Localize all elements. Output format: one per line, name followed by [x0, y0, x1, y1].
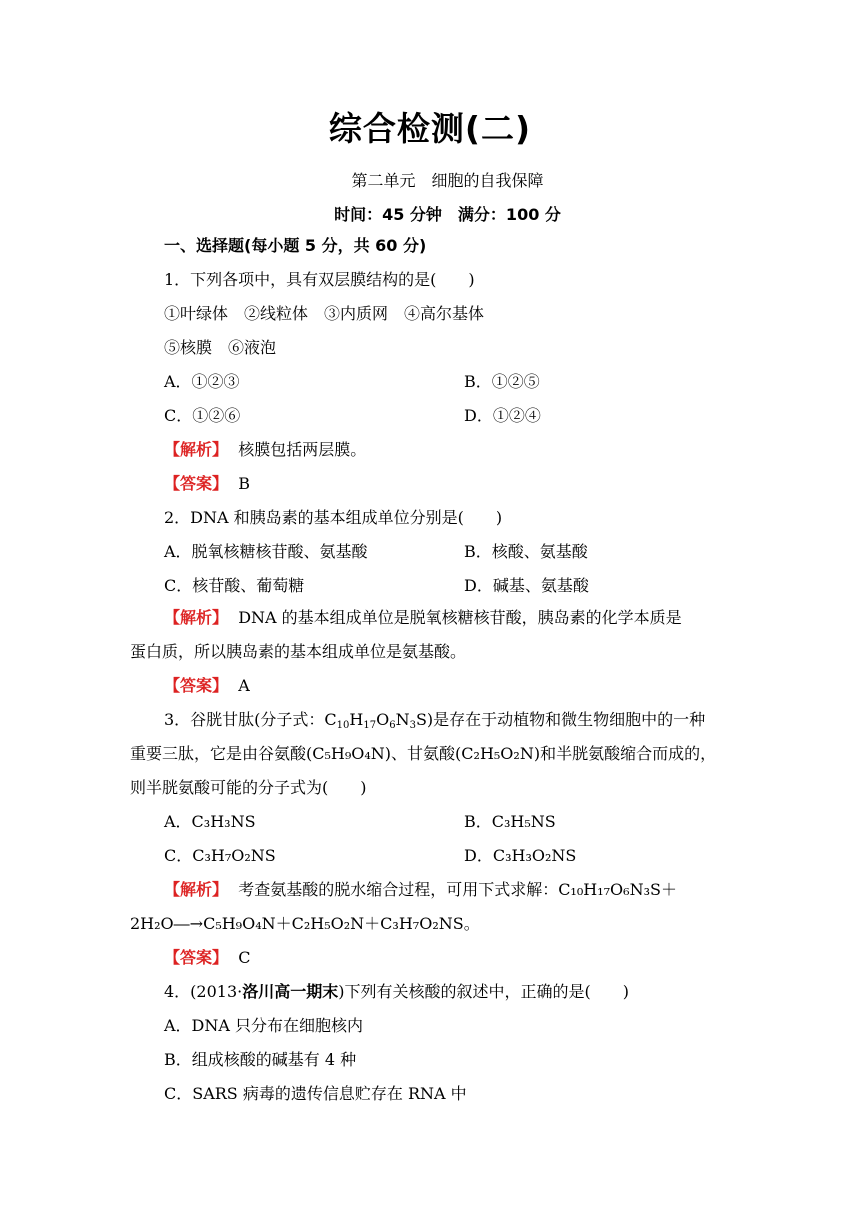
analysis-tag: 【解析】 [164, 608, 229, 627]
q2-analysis-line1 [164, 608, 728, 628]
q4-option-c: C．SARS 病毒的遗传信息贮存在 RNA 中 [164, 1084, 467, 1103]
q3-stem-text: 3．谷胱甘肽(分子式：C [164, 710, 337, 729]
q4-option-b: B．组成核酸的碱基有 4 种 [164, 1050, 357, 1069]
analysis-tag: 【解析】 [164, 880, 229, 899]
q2-option-c: C．核苷酸、葡萄糖 [164, 576, 305, 595]
section-heading: 一、选择题(每小题 5 分，共 60 分) [164, 236, 427, 255]
q4-stem-text: )下列有关核酸的叙述中，正确的是( ) [338, 982, 629, 1001]
q4-stem [164, 982, 629, 1002]
answer-text: B [238, 474, 250, 493]
q1-items-2: ⑤核膜 ⑥液泡 [164, 338, 277, 357]
q1-option-b: B．①②⑤ [464, 372, 540, 391]
q1-stem: 1．下列各项中，具有双层膜结构的是( ) [164, 270, 475, 289]
q2-option-d: D．碱基、氨基酸 [464, 576, 589, 595]
q2-answer [164, 676, 250, 696]
subscript: 10 [336, 720, 350, 731]
subscript: 6 [389, 720, 396, 731]
q4-option-a: A．DNA 只分布在细胞核内 [164, 1016, 364, 1035]
q1-items-1: ①叶绿体 ②线粒体 ③内质网 ④高尔基体 [164, 304, 485, 323]
q3-stem-line3: 则半胱氨酸可能的分子式为( ) [130, 778, 367, 797]
element-symbol: H [349, 710, 364, 729]
q3-stem-line2: 重要三肽，它是由谷氨酸(C₅H₉O₄N)、甘氨酸(C₂H₅O₂N)和半胱氨酸缩合而成的， [130, 744, 717, 763]
q1-option-c: C．①②⑥ [164, 406, 241, 425]
answer-text: C [238, 948, 251, 967]
answer-tag: 【答案】 [164, 948, 229, 967]
document-subtitle: 第二单元 细胞的自我保障 [351, 171, 544, 190]
q3-option-c: C．C₃H₇O₂NS [164, 846, 276, 865]
q3-analysis-line1 [164, 880, 677, 900]
q1-option-d: D．①②④ [464, 406, 541, 425]
q1-option-a: A．①②③ [164, 372, 240, 391]
document-title: 综合检测(二) [328, 109, 532, 148]
q4-source: 洛川高一期末 [242, 982, 339, 1001]
q4-stem-text: 4．(2013· [164, 982, 243, 1001]
analysis-tag: 【解析】 [164, 440, 229, 459]
q3-answer [164, 948, 250, 968]
q2-option-a: A．脱氧核糖核苷酸、氨基酸 [164, 542, 368, 561]
q2-analysis-line2: 蛋白质，所以胰岛素的基本组成单位是氨基酸。 [130, 642, 467, 661]
q3-analysis-line2: 2H₂O―→C₅H₉O₄N＋C₂H₅O₂N＋C₃H₇O₂NS。 [130, 914, 480, 933]
exam-meta: 时间：45 分钟 满分：100 分 [334, 205, 561, 224]
element-symbol: O [376, 710, 390, 729]
answer-text: A [238, 676, 250, 695]
analysis-text: 考查氨基酸的脱水缩合过程，可用下式求解：C₁₀H₁₇O₆N₃S＋ [238, 880, 677, 899]
subscript: 17 [363, 720, 377, 731]
analysis-text: DNA 的基本组成单位是脱氧核糖核苷酸，胰岛素的化学本质是 [238, 608, 682, 627]
answer-tag: 【答案】 [164, 474, 229, 493]
analysis-text: 核膜包括两层膜。 [238, 440, 367, 459]
q3-option-a: A．C₃H₃NS [164, 812, 256, 831]
q2-option-b: B．核酸、氨基酸 [464, 542, 588, 561]
answer-tag: 【答案】 [164, 676, 229, 695]
q2-stem: 2．DNA 和胰岛素的基本组成单位分别是( ) [164, 508, 503, 527]
q3-option-d: D．C₃H₃O₂NS [464, 846, 577, 865]
subscript: 3 [409, 720, 416, 731]
q3-stem-line1 [164, 710, 705, 730]
q3-stem-text: S)是存在于动植物和微生物细胞中的一种 [415, 710, 706, 729]
q1-analysis [164, 440, 366, 460]
q3-option-b: B．C₃H₅NS [464, 812, 556, 831]
element-symbol: N [395, 710, 410, 729]
q1-answer [164, 474, 250, 494]
